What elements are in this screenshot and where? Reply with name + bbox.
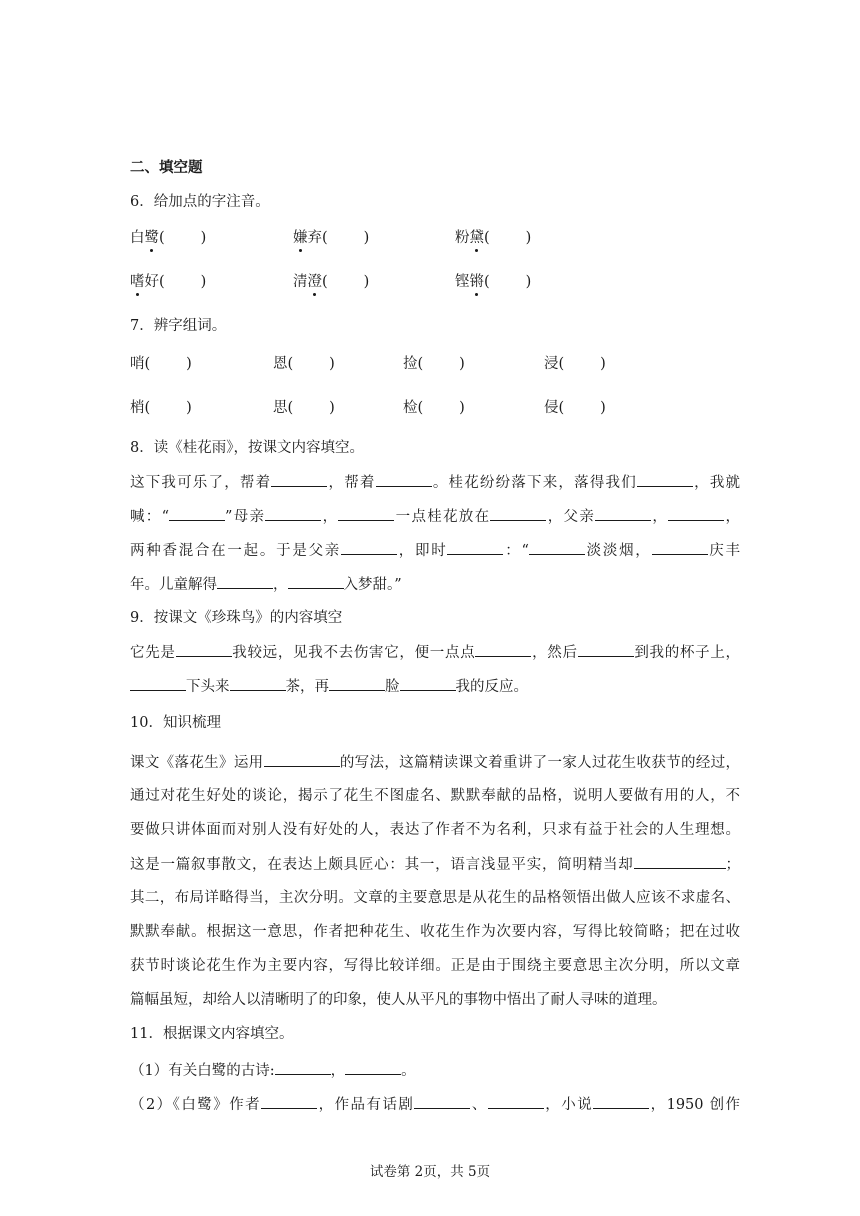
- section-title: 二、填空题: [130, 159, 203, 176]
- q7-item: 哨( ): [130, 356, 192, 372]
- q10-line: 获节时谈论花生作为主要内容，写得比较详细。正是由于围绕主要意思主次分明，所以文章: [130, 958, 740, 974]
- q10-line: 课文《落花生》运用 的写法，这篇精读课文着重讲了一家人过花生收获节的经过，: [130, 752, 740, 773]
- q6-item: 粉黛( ): [455, 230, 532, 246]
- q6-item: 嫌弃( ): [293, 230, 370, 246]
- q7-item: 捡( ): [403, 356, 465, 372]
- q7-item: 检( ): [403, 400, 465, 416]
- q10-line: 这是一篇叙事散文，在表达上颇具匠心：其一，语言浅显平实，简明精当却 ；: [130, 854, 740, 875]
- q7-prompt: 7．辨字组词。: [130, 318, 227, 334]
- q8-prompt: 8．读《桂花雨》，按课文内容填空。: [130, 440, 364, 456]
- q6-prompt: 6．给加点的字注音。: [130, 194, 270, 210]
- q7-item: 思( ): [273, 400, 335, 416]
- q10-line: 其二，布局详略得当，主次分明。文章的主要意思是从花生的品格领悟出做人应该不求虚名、: [130, 890, 740, 906]
- q10-line: 默默奉献。根据这一意思，作者把种花生、收花生作为次要内容，写得比较简略；把在过收: [130, 924, 740, 940]
- q10-line: 要做只讲体面而对别人没有好处的人，表达了作者不为名利，只求有益于社会的人生理想。: [130, 822, 740, 838]
- page-footer: 试卷第 2页，共 5页: [369, 1164, 491, 1180]
- q6-item: 白鹭( ): [130, 230, 207, 246]
- q7-item: 梢( ): [130, 400, 192, 416]
- q7-item: 恩( ): [273, 356, 335, 372]
- q6-item: 嗜好( ): [130, 274, 207, 290]
- q10-line: 篇幅虽短，却给人以清晰明了的印象，使人从平凡的事物中悟出了耐人寻味的道理。: [130, 992, 667, 1008]
- q6-item: 清澄( ): [293, 274, 370, 290]
- q9-line: 下头来 茶，再 脸 我的反应。: [130, 676, 740, 697]
- q8-line: 喊：“ ”母亲 ， 一点桂花放在 ，父亲 ， ，: [130, 506, 740, 527]
- q8-line: 两种香混合在一起。于是父亲 ，即时 ：“ 淡淡烟， 庆丰: [130, 540, 740, 561]
- q8-line: 这下我可乐了，帮着 ，帮着 。桂花纷纷落下来，落得我们 ，我就: [130, 472, 740, 493]
- q7-item: 侵( ): [544, 400, 606, 416]
- q6-item: 铿锵( ): [455, 274, 532, 290]
- q8-line: 年。儿童解得 ， 入梦甜。”: [130, 574, 740, 595]
- q10-prompt: 10．知识梳理: [130, 715, 221, 731]
- q10-line: 通过对花生好处的谈论，揭示了花生不图虚名、默默奉献的品格，说明人要做有用的人，不: [130, 788, 740, 804]
- q9-prompt: 9．按课文《珍珠鸟》的内容填空: [130, 610, 343, 626]
- q11-sub1: （1）有关白鹭的古诗: ， 。: [130, 1060, 740, 1081]
- q9-line: 它先是 我较远，见我不去伤害它，便一点点 ，然后 到我的杯子上，: [130, 642, 740, 663]
- q11-prompt: 11．根据课文内容填空。: [130, 1026, 294, 1042]
- q7-item: 浸( ): [544, 356, 606, 372]
- q11-sub2: （2）《白鹭》作者 ，作品有话剧 、 ，小说 ，1950 创作: [130, 1094, 740, 1115]
